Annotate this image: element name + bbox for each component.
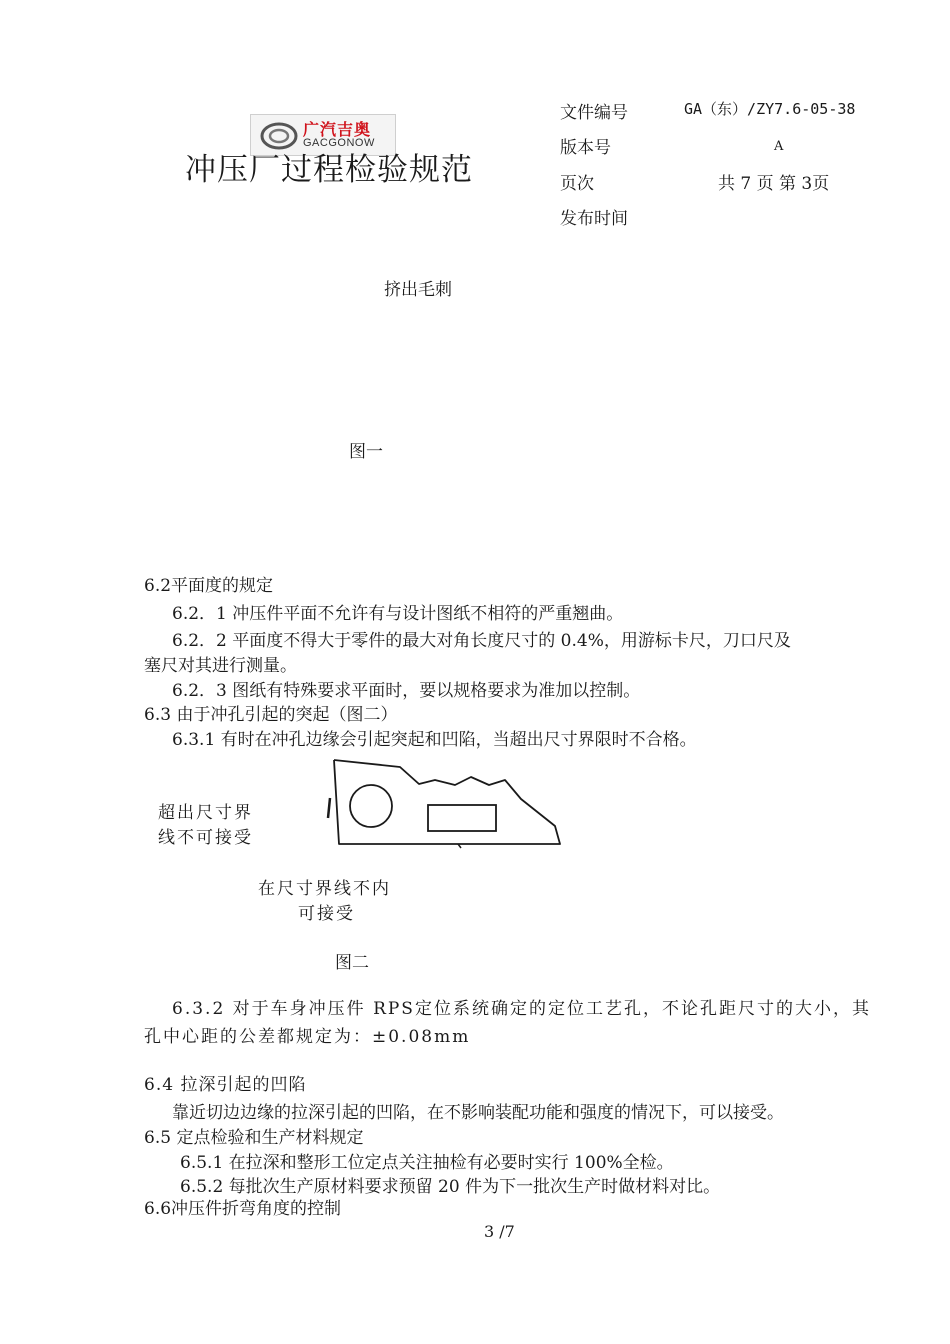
section-6-4-body: 靠近切边边缘的拉深引起的凹陷，在不影响装配功能和强度的情况下，可以接受。 (172, 1103, 784, 1123)
section-6-3-2-line1: 6.3.2 对于车身冲压件 RPS定位系统确定的定位工艺孔，不论孔距尺寸的大小，其 (172, 999, 871, 1019)
section-6-2-heading: 6.2平面度的规定 (144, 576, 274, 596)
logo-cn-text: 广汽吉奥 (303, 120, 372, 139)
figure2-label-within-2: 可接受 (298, 904, 355, 924)
figure2-caption: 图二 (335, 953, 369, 973)
section-6-3-1: 6.3.1 有时在冲孔边缘会引起突起和凹陷，当超出尺寸界限时不合格。 (172, 730, 697, 750)
page-value: 共 7 页 第 3页 (718, 174, 830, 194)
section-6-2-2-line2: 塞尺对其进行测量。 (144, 656, 297, 676)
doc-no-label: 文件编号 (560, 103, 628, 123)
page-label: 页次 (560, 174, 594, 194)
version-value: A (774, 139, 784, 154)
figure2-label-exceed-2: 线不可接受 (158, 828, 253, 848)
date-label: 发布时间 (560, 209, 628, 229)
doc-no-value: GA（东）/ZY7.6-05-38 (684, 100, 856, 118)
section-6-5-heading: 6.5 定点检验和生产材料规定 (144, 1128, 364, 1148)
figure1-label-extrusion: 挤出毛刺 (384, 280, 452, 300)
section-6-4-heading: 6.4 拉深引起的凹陷 (144, 1075, 307, 1095)
figure2-part-drawing (318, 756, 568, 851)
section-6-5-1: 6.5.1 在拉深和整形工位定点关注抽检有必要时实行 100%全检。 (180, 1153, 674, 1173)
version-label: 版本号 (560, 138, 611, 158)
section-6-6-heading: 6.6冲压件折弯角度的控制 (144, 1199, 342, 1219)
figure2-label-within-1: 在尺寸界线不内 (258, 879, 391, 899)
section-6-2-2-line1: 6.2．2 平面度不得大于零件的最大对角长度尺寸的 0.4%，用游标卡尺，刀口尺及 (172, 631, 791, 651)
figure1-caption: 图一 (349, 442, 383, 462)
section-6-3-2-line2: 孔中心距的公差都规定为：±0.08mm (144, 1027, 471, 1047)
section-6-2-3: 6.2．3 图纸有特殊要求平面时，要以规格要求为准加以控制。 (172, 681, 641, 701)
section-6-3-heading: 6.3 由于冲孔引起的突起（图二） (144, 705, 398, 725)
section-6-5-2: 6.5.2 每批次生产原材料要求预留 20 件为下一批次生产时做材料对比。 (180, 1177, 721, 1197)
document-title: 冲压厂过程检验规范 (185, 152, 473, 188)
section-6-2-1: 6.2．1 冲压件平面不允许有与设计图纸不相符的严重翘曲。 (172, 604, 624, 624)
page-number: 3 /7 (484, 1222, 515, 1241)
logo-en-text: GACGONOW (303, 137, 375, 149)
figure2-label-exceed-1: 超出尺寸界 (158, 803, 253, 823)
